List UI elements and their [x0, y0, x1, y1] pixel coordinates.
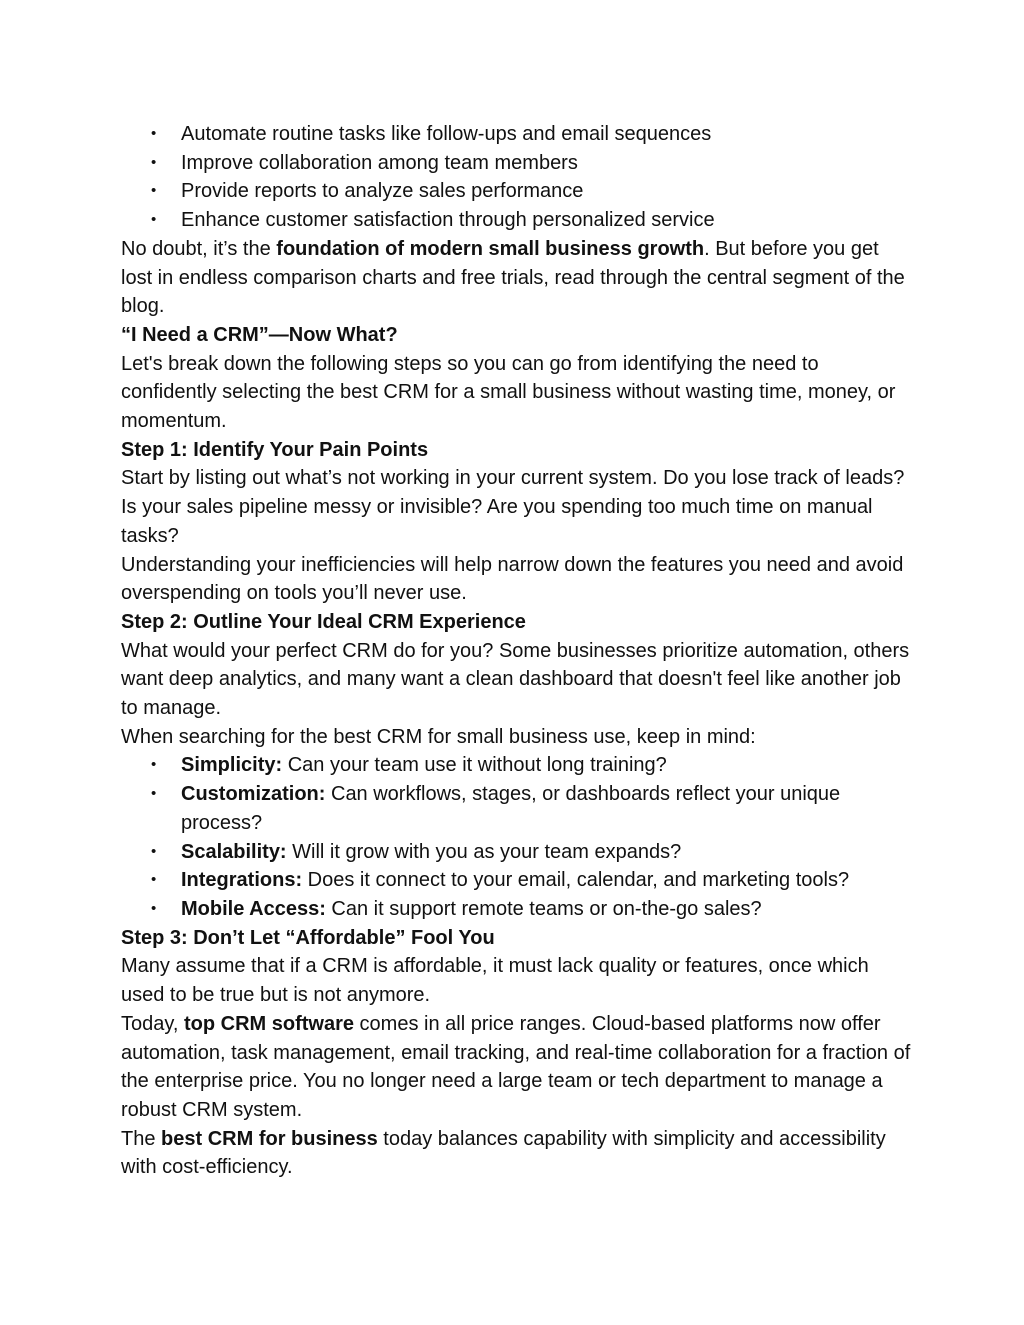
- paragraph-step-2-a: What would your perfect CRM do for you? Some businesses prioritize automation, others want deep analytics, and many want a clean dashboard that doesn't feel like another job to manage.: [121, 639, 910, 720]
- heading-step-1: Step 1: Identify Your Pain Points: [121, 438, 429, 461]
- list-item: • Improve collaboration among team members: [121, 149, 911, 178]
- text-span: . But before you get lost in endless comparison charts and free trials, read through the central segment of the blog.: [121, 237, 905, 318]
- bold-term: Customization:: [181, 783, 326, 806]
- bold-text: top CRM software: [184, 1012, 354, 1035]
- text-span: today balances capability with simplicity and accessibility with cost-efficiency.: [121, 1127, 886, 1179]
- bold-term: Scalability:: [181, 840, 287, 863]
- heading-step-3: Step 3: Don’t Let “Affordable” Fool You: [121, 926, 495, 949]
- heading-need-crm: “I Need a CRM”—Now What?: [121, 323, 398, 346]
- paragraph-step-1-b: Understanding your inefficiencies will help narrow down the features you need and avoid overspending on tools you’ll never use.: [121, 553, 904, 605]
- paragraph-breakdown: Let's break down the following steps so you can go from identifying the need to confidently selecting the best CRM for a small business without wasting time, money, or momentum.: [121, 352, 896, 433]
- intro-bullet-list: [121, 120, 911, 235]
- text-span: Today,: [121, 1012, 184, 1035]
- paragraph-step-2-b: When searching for the best CRM for small business use, keep in mind:: [121, 725, 756, 748]
- term-description: Can workflows, stages, or dashboards reflect your unique process?: [181, 783, 841, 834]
- list-item: • Automate routine tasks like follow-ups and email sequences: [121, 120, 911, 149]
- text-span: comes in all price ranges. Cloud-based platforms now offer automation, task management, email tracking, and real-time collaboration for a fraction of the enterprise price. You no longer need a large team or tech department to manage a robust CRM system.: [121, 1012, 911, 1121]
- paragraph-step-3-b: [121, 1010, 911, 1125]
- term-description: Can your team use it without long training?: [282, 754, 667, 777]
- bold-text: foundation of modern small business growth: [276, 237, 705, 260]
- list-item: [121, 780, 911, 837]
- term-description: Will it grow with you as your team expands?: [286, 840, 682, 863]
- paragraph-no-doubt: [121, 235, 911, 321]
- list-item: [121, 895, 911, 924]
- bold-term: Mobile Access:: [181, 897, 326, 920]
- term-description: Does it connect to your email, calendar, and marketing tools?: [302, 869, 850, 892]
- text-span: No doubt, it’s the: [121, 237, 277, 260]
- list-item: • Enhance customer satisfaction through personalized service: [121, 206, 911, 235]
- paragraph-step-1-a: Start by listing out what’s not working in your current system. Do you lose track of leads? Is your sales pipeline messy or invisible? Are you spending too much time on manual tasks?: [121, 467, 905, 547]
- list-item: [121, 751, 911, 780]
- list-item: [121, 838, 911, 867]
- paragraph-step-3-a: Many assume that if a CRM is affordable, it must lack quality or features, once which used to be true but is not anymore.: [121, 955, 869, 1007]
- text-span: The: [121, 1127, 162, 1150]
- bold-term: Simplicity:: [181, 754, 283, 777]
- term-description: Can it support remote teams or on-the-go sales?: [325, 897, 762, 920]
- list-item: • Provide reports to analyze sales performance: [121, 177, 911, 206]
- heading-step-2: Step 2: Outline Your Ideal CRM Experience: [121, 610, 526, 633]
- bold-term: Integrations:: [181, 869, 303, 892]
- paragraph-step-3-c: [121, 1125, 911, 1182]
- criteria-bullet-list: [121, 751, 911, 923]
- bold-text: best CRM for business: [161, 1127, 378, 1150]
- document-page: [121, 120, 911, 1182]
- list-item: [121, 866, 911, 895]
